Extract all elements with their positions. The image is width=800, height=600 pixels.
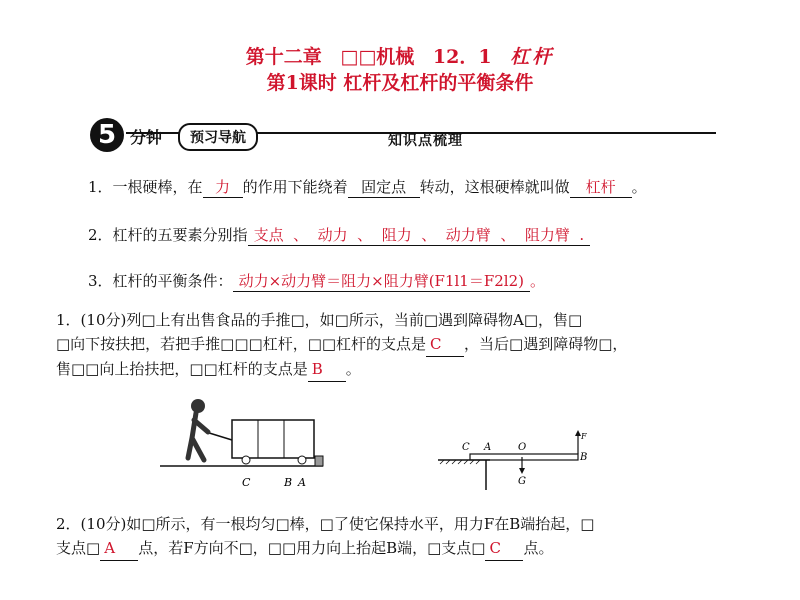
label-g: G (518, 476, 526, 487)
five-badge-icon: 5 (90, 118, 124, 152)
answer-lever: 杠杆 (570, 176, 632, 198)
item-1: 1．一根硬棒，在 力 的作用下能绕着 固定点 转动，这根硬棒就叫做 杠杆 。 (88, 178, 647, 196)
label-f: F (581, 432, 587, 441)
gravity-arrow (519, 468, 525, 474)
rod-figure (432, 426, 592, 494)
cart-figure (158, 392, 328, 492)
label-c: C (462, 442, 470, 453)
cart-box (232, 420, 314, 458)
q2-answer-1: A (100, 536, 138, 561)
answer-force: 力 (203, 176, 243, 198)
label-c: C (242, 476, 251, 489)
knowledge-heading: 知识点梳理 (388, 133, 463, 149)
item-2: 2．杠杆的五要素分别指 支点 、 动力 、 阻力 、 动力臂 、 阻力臂 . (88, 224, 590, 246)
section-number: 12．1 (432, 46, 492, 68)
minutes-label: 分钟 (130, 128, 163, 147)
label-b: B (580, 452, 588, 463)
person-head (191, 399, 205, 413)
answer-five-elements: 支点 、 动力 、 阻力 、 动力臂 、 阻力臂 . (248, 224, 591, 246)
question-1: 1．(10分)列□上有出售食品的手推□，如□所示，当前□遇到障碍物A□，售□ □向下按扶把，若把手推□□□杠杆，□□杠杆的支点是 C ，当后□遇到障碍物□， 售□□向上抬扶把，□□杠杆的支点是 B 。 (56, 308, 776, 382)
chapter-number: 第十二章 (245, 46, 322, 68)
chapter-title (0, 42, 800, 69)
person-body (188, 413, 208, 460)
preview-guide-tag: 预习导航 (178, 123, 258, 151)
rod (470, 454, 578, 460)
label-a: A (484, 442, 492, 453)
answer-balance-condition: 动力×动力臂＝阻力×阻力臂(F1l1＝F2l2) (233, 270, 530, 292)
label-b: B (284, 476, 293, 489)
lesson-title: 第1课时 杠杆及杠杆的平衡条件 (266, 72, 534, 94)
answer-fixed-point: 固定点 (348, 176, 420, 198)
obstacle (315, 456, 323, 466)
chapter-name: □□机械 (340, 46, 415, 68)
q2-answer-2: C (485, 536, 523, 561)
q1-answer-1: C (426, 332, 464, 357)
preview-banner (86, 116, 716, 156)
question-2: 2．(10分)如□所示，有一根均匀□棒，□了使它保持水平，用力F在B端抬起，□ 支点□ A 点，若F方向不□，□□用力向上抬起B端，□支点□ C 点。 (56, 512, 776, 561)
section-title: 杠杆 (510, 46, 555, 68)
label-a: A (298, 476, 306, 489)
item-3: 3．杠杆的平衡条件： 动力×动力臂＝阻力×阻力臂(F1l1＝F2l2) 。 (88, 272, 546, 290)
label-o: O (518, 442, 527, 453)
q1-answer-2: B (308, 357, 346, 382)
